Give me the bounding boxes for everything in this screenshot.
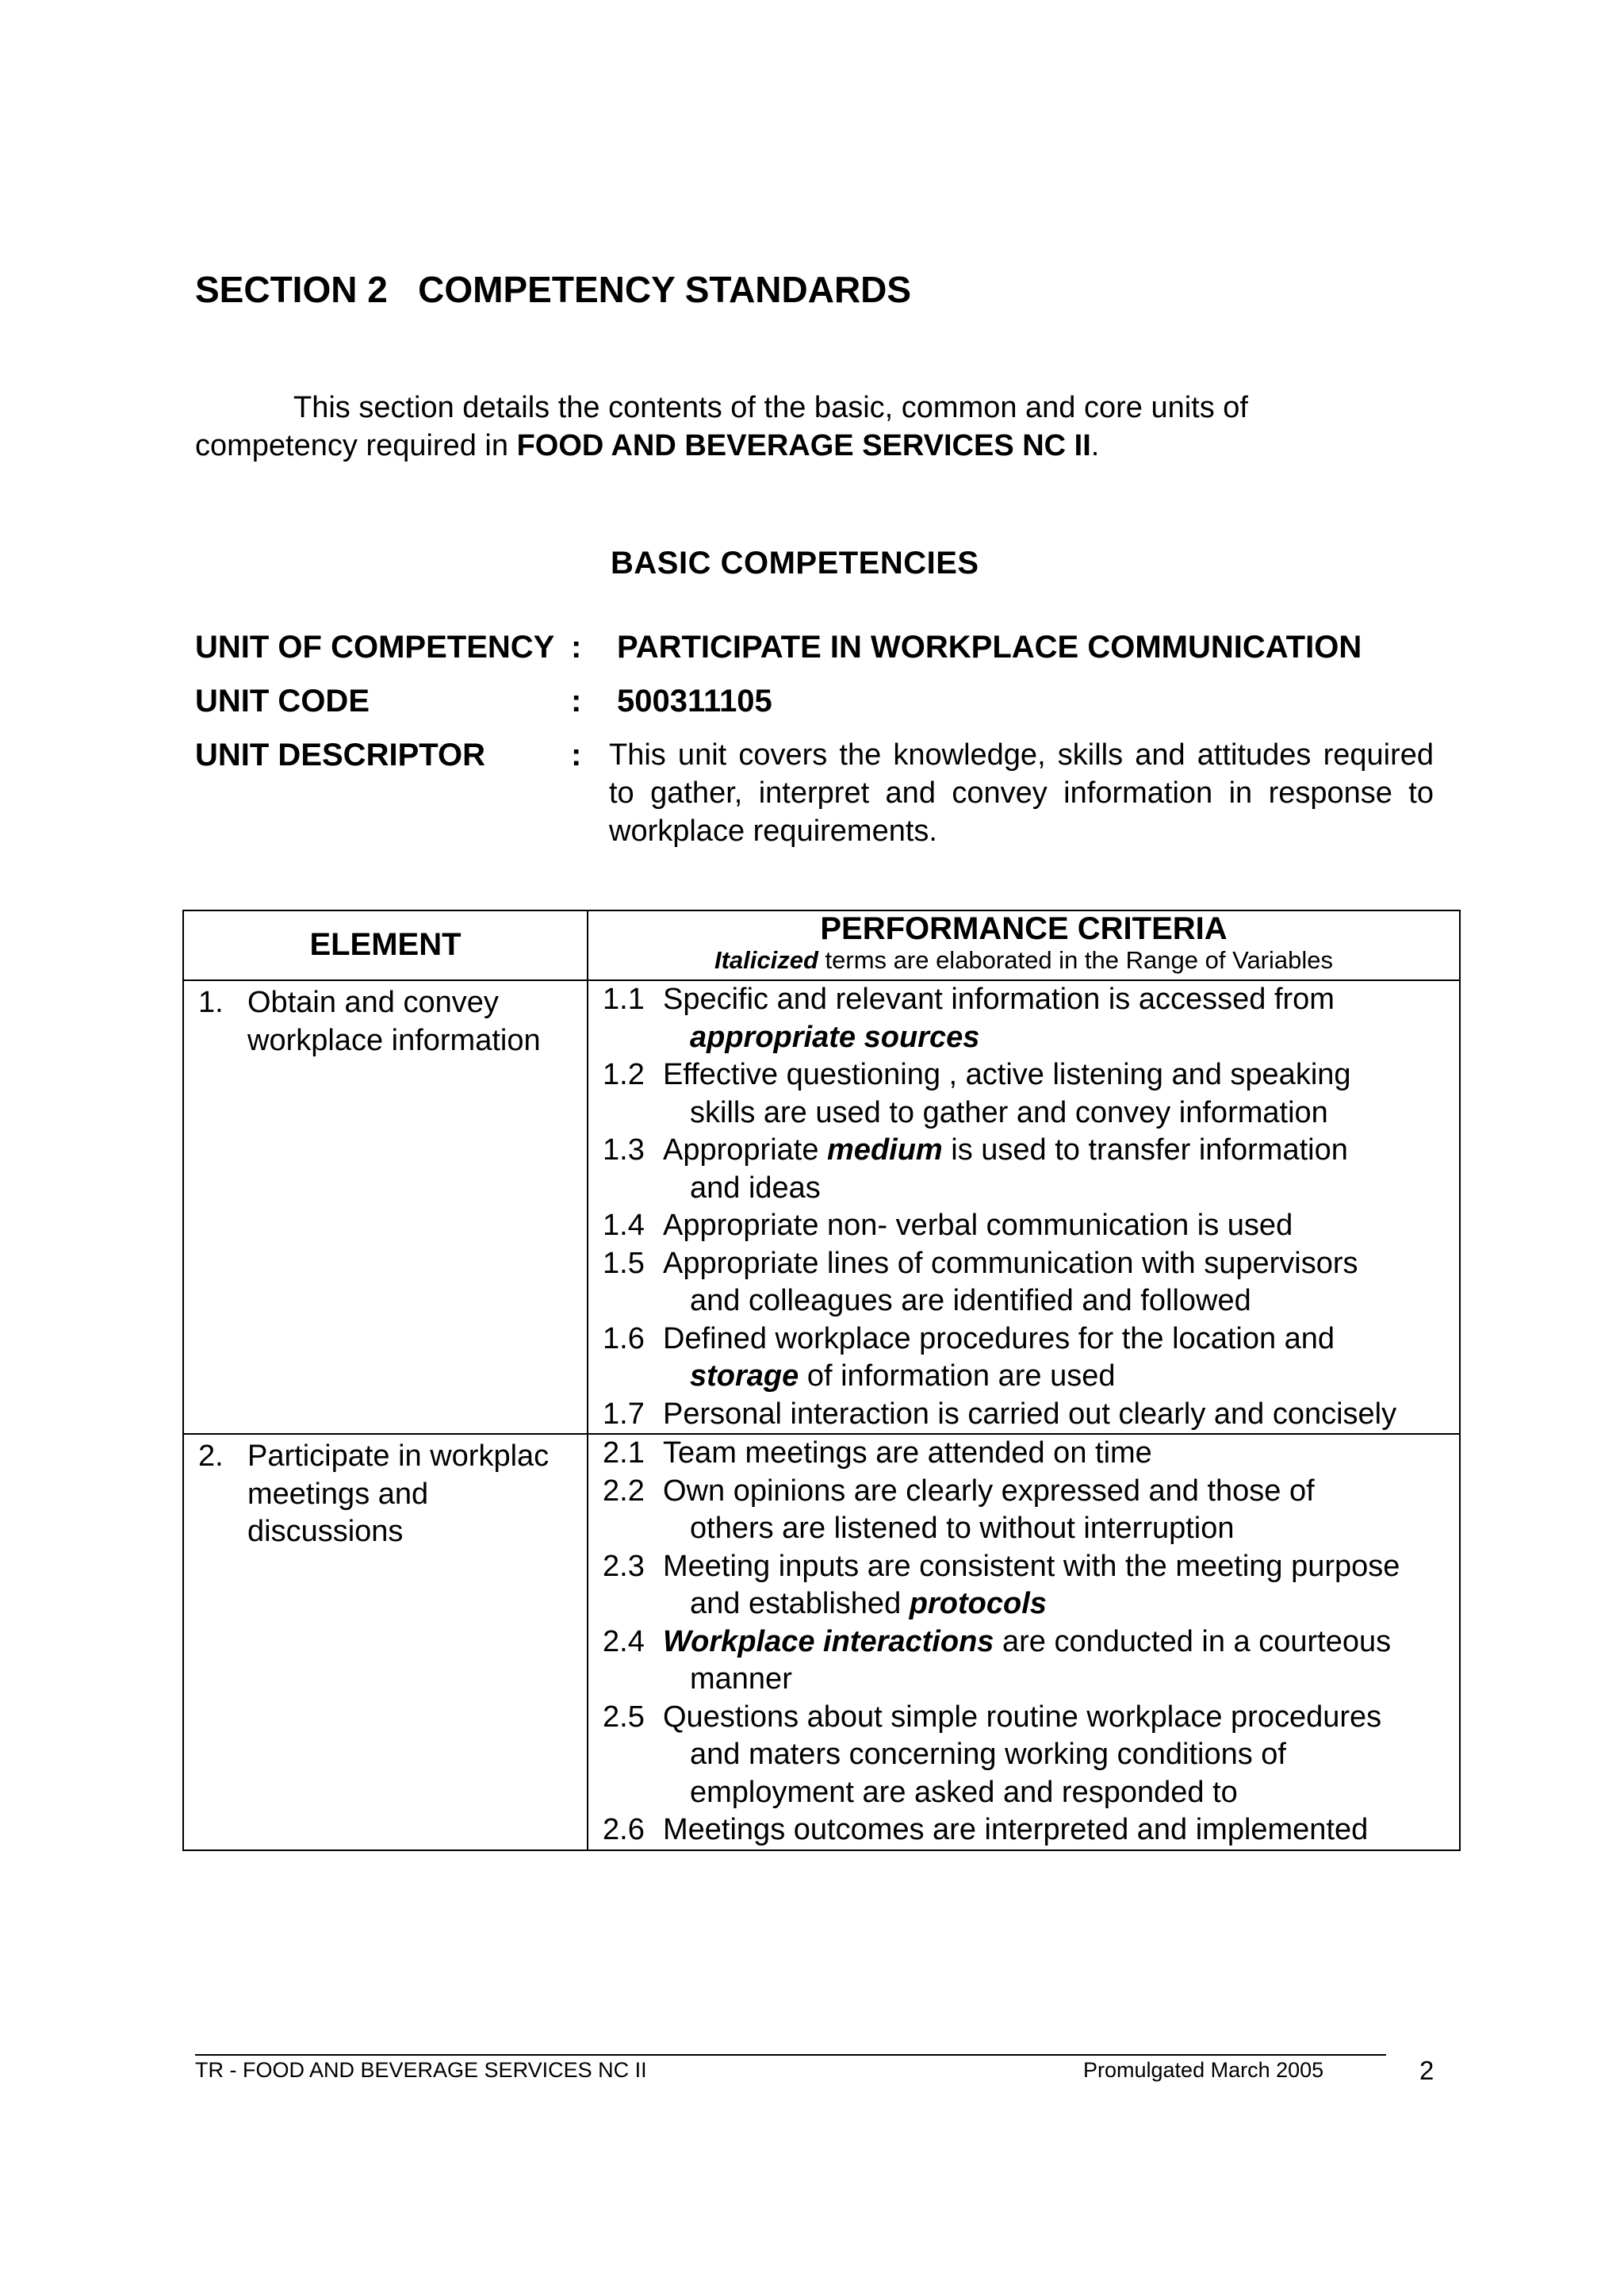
criterion-text: [663, 1396, 1459, 1434]
criterion-segment: and ideas: [690, 1171, 821, 1205]
criterion-number: 1.2: [603, 1058, 645, 1091]
criteria-cell: [588, 980, 1460, 1434]
header-note-rest: terms are elaborated in the Range of Variables: [818, 946, 1333, 974]
criterion-line: [663, 1133, 1348, 1167]
range-term: appropriate sources: [690, 1020, 980, 1054]
criterion-item: [603, 1396, 1459, 1434]
criterion-line: [663, 1247, 1358, 1280]
criterion-number: 1.3: [603, 1133, 645, 1167]
criterion-item: [603, 1056, 1459, 1132]
criterion-line: [663, 1209, 1293, 1242]
criterion-continuation: [663, 1282, 1451, 1320]
element-title-line: Obtain and convey: [247, 986, 499, 1019]
range-term: Workplace interactions: [663, 1624, 994, 1658]
criterion-continuation: [663, 1170, 1451, 1208]
criterion-line: [663, 1058, 1351, 1091]
element-title-line: discussions: [247, 1515, 404, 1548]
criterion-segment: employment are asked and responded to: [690, 1775, 1238, 1809]
range-term: medium: [827, 1133, 943, 1167]
criterion-segment: Appropriate non- verbal communication is used: [663, 1209, 1293, 1242]
element-title: [247, 984, 541, 1060]
criterion-item: [603, 981, 1459, 1056]
criterion-text: [663, 1320, 1459, 1396]
criterion-segment: of information are used: [799, 1359, 1116, 1393]
criterion-segment: are conducted in a courteous: [994, 1624, 1392, 1658]
criterion-segment: Meetings outcomes are interpreted and implemented: [663, 1813, 1369, 1846]
criterion-segment: others are listened to without interruption: [690, 1512, 1235, 1545]
unit-code-colon: :: [571, 684, 582, 719]
table-header-row: [183, 910, 1460, 980]
element-title: [247, 1438, 549, 1551]
criterion-text: [663, 1699, 1459, 1812]
criterion-continuation: [663, 1510, 1451, 1548]
criterion-text: [663, 1435, 1459, 1473]
criterion-number: 2.5: [603, 1700, 645, 1734]
category-heading: BASIC COMPETENCIES: [611, 546, 979, 581]
intro-line-1: This section details the contents of the basic, common and core units of: [293, 391, 1248, 424]
criterion-line: [663, 983, 1335, 1016]
unit-descriptor-label: UNIT DESCRIPTOR: [195, 738, 485, 772]
criterion-number: 2.2: [603, 1474, 645, 1508]
criterion-line: [663, 1700, 1381, 1734]
criterion-continuation: [663, 1736, 1451, 1774]
unit-competency-value: PARTICIPATE IN WORKPLACE COMMUNICATION: [617, 630, 1362, 665]
unit-code-label: UNIT CODE: [195, 684, 370, 719]
criterion-line: [663, 1397, 1396, 1431]
criterion-text: [663, 1811, 1459, 1849]
criterion-segment: manner: [690, 1662, 792, 1696]
unit-descriptor-colon: :: [571, 738, 582, 772]
criterion-segment: and colleagues are identified and followed: [690, 1284, 1251, 1317]
criterion-segment: is used to transfer information: [942, 1133, 1348, 1167]
unit-competency-colon: :: [571, 630, 582, 665]
criterion-segment: skills are used to gather and convey information: [690, 1095, 1328, 1129]
criterion-text: [663, 1548, 1459, 1623]
criterion-segment: Defined workplace procedures for the location and: [663, 1321, 1335, 1355]
criterion-text: [663, 1207, 1459, 1245]
criterion-line: [663, 1550, 1400, 1583]
criterion-continuation: [663, 1019, 1451, 1057]
criterion-item: [603, 1473, 1459, 1548]
intro-paragraph: [195, 389, 1464, 465]
criterion-segment: Team meetings are attended on time: [663, 1436, 1152, 1470]
header-element: ELEMENT: [183, 910, 588, 980]
criterion-item: [603, 1811, 1459, 1849]
criterion-continuation: [663, 1358, 1451, 1396]
criterion-text: [663, 1623, 1459, 1699]
criterion-number: 1.4: [603, 1209, 645, 1242]
criteria-cell: [588, 1434, 1460, 1850]
range-term: storage: [690, 1359, 799, 1393]
criterion-number: 2.3: [603, 1549, 645, 1583]
criterion-continuation: [663, 1774, 1451, 1812]
criterion-continuation: [663, 1585, 1451, 1623]
criterion-segment: Meeting inputs are consistent with the meeting purpose: [663, 1549, 1400, 1583]
criterion-number: 1.7: [603, 1397, 645, 1431]
criterion-text: [663, 981, 1459, 1056]
criterion-item: [603, 1207, 1459, 1245]
footer-document-title: TR - FOOD AND BEVERAGE SERVICES NC II: [195, 2058, 647, 2082]
intro-line-2-prefix: competency required in: [195, 429, 517, 462]
criterion-item: [603, 1699, 1459, 1812]
criterion-text: [663, 1132, 1459, 1207]
criterion-number: 2.4: [603, 1624, 645, 1658]
criterion-segment: Personal interaction is carried out clearly and concisely: [663, 1397, 1397, 1431]
criterion-item: [603, 1548, 1459, 1623]
element-title-line: workplace information: [247, 1023, 541, 1057]
criterion-item: [603, 1320, 1459, 1396]
element-title-line: meetings and: [247, 1477, 429, 1511]
criterion-line: [663, 1625, 1391, 1658]
criterion-number: 1.5: [603, 1246, 645, 1280]
criterion-segment: and maters concerning working conditions of: [690, 1738, 1286, 1771]
criterion-segment: Appropriate: [663, 1133, 828, 1167]
section-title: SECTION 2 COMPETENCY STANDARDS: [195, 269, 912, 310]
header-criteria-title: PERFORMANCE CRITERIA: [820, 911, 1228, 946]
footer-divider: [195, 2054, 1386, 2056]
header-performance-criteria: [588, 910, 1460, 980]
range-term: protocols: [909, 1587, 1047, 1620]
criterion-continuation: [663, 1094, 1451, 1133]
criterion-line: [663, 1813, 1368, 1846]
element-number: 2.: [198, 1439, 224, 1473]
criterion-item: [603, 1132, 1459, 1207]
header-criteria-note: [588, 946, 1459, 975]
criterion-number: 1.1: [603, 983, 645, 1016]
element-cell: [183, 980, 588, 1434]
criterion-line: [663, 1436, 1152, 1470]
table-row: [183, 980, 1460, 1434]
header-note-italic: Italicized: [714, 946, 818, 974]
criterion-segment: Appropriate lines of communication with supervisors: [663, 1246, 1358, 1280]
criterion-number: 2.1: [603, 1436, 645, 1470]
criterion-line: [663, 1474, 1315, 1508]
criterion-item: [603, 1245, 1459, 1320]
qualification-name: FOOD AND BEVERAGE SERVICES NC II: [516, 429, 1091, 462]
criterion-segment: Specific and relevant information is accessed from: [663, 983, 1335, 1016]
footer-promulgated-date: Promulgated March 2005: [1083, 2058, 1324, 2082]
unit-descriptor-value: This unit covers the knowledge, skills and attitudes required to gather, interpret and convey information in response to workplace requirements.: [609, 738, 1434, 848]
element-number: 1.: [198, 986, 224, 1019]
intro-line-2-suffix: .: [1090, 429, 1100, 462]
criterion-number: 1.6: [603, 1321, 645, 1355]
criterion-number: 2.6: [603, 1813, 645, 1846]
performance-criteria-table: [182, 910, 1461, 1851]
unit-competency-label: UNIT OF COMPETENCY: [195, 630, 555, 665]
criterion-continuation: [663, 1661, 1451, 1699]
criterion-line: [663, 1322, 1335, 1355]
element-cell: [183, 1434, 588, 1850]
criterion-text: [663, 1473, 1459, 1548]
criterion-item: [603, 1623, 1459, 1699]
criterion-text: [663, 1245, 1459, 1320]
unit-code-value: 500311105: [617, 684, 772, 719]
criterion-segment: Effective questioning , active listening and speaking: [663, 1058, 1351, 1091]
criterion-segment: Questions about simple routine workplace procedures: [663, 1700, 1382, 1734]
criterion-item: [603, 1435, 1459, 1473]
criterion-segment: and established: [690, 1587, 910, 1620]
table-row: [183, 1434, 1460, 1850]
criterion-text: [663, 1056, 1459, 1132]
element-title-line: Participate in workplac: [247, 1439, 550, 1473]
page-number: 2: [1419, 2056, 1434, 2085]
criterion-segment: Own opinions are clearly expressed and those of: [663, 1474, 1315, 1508]
